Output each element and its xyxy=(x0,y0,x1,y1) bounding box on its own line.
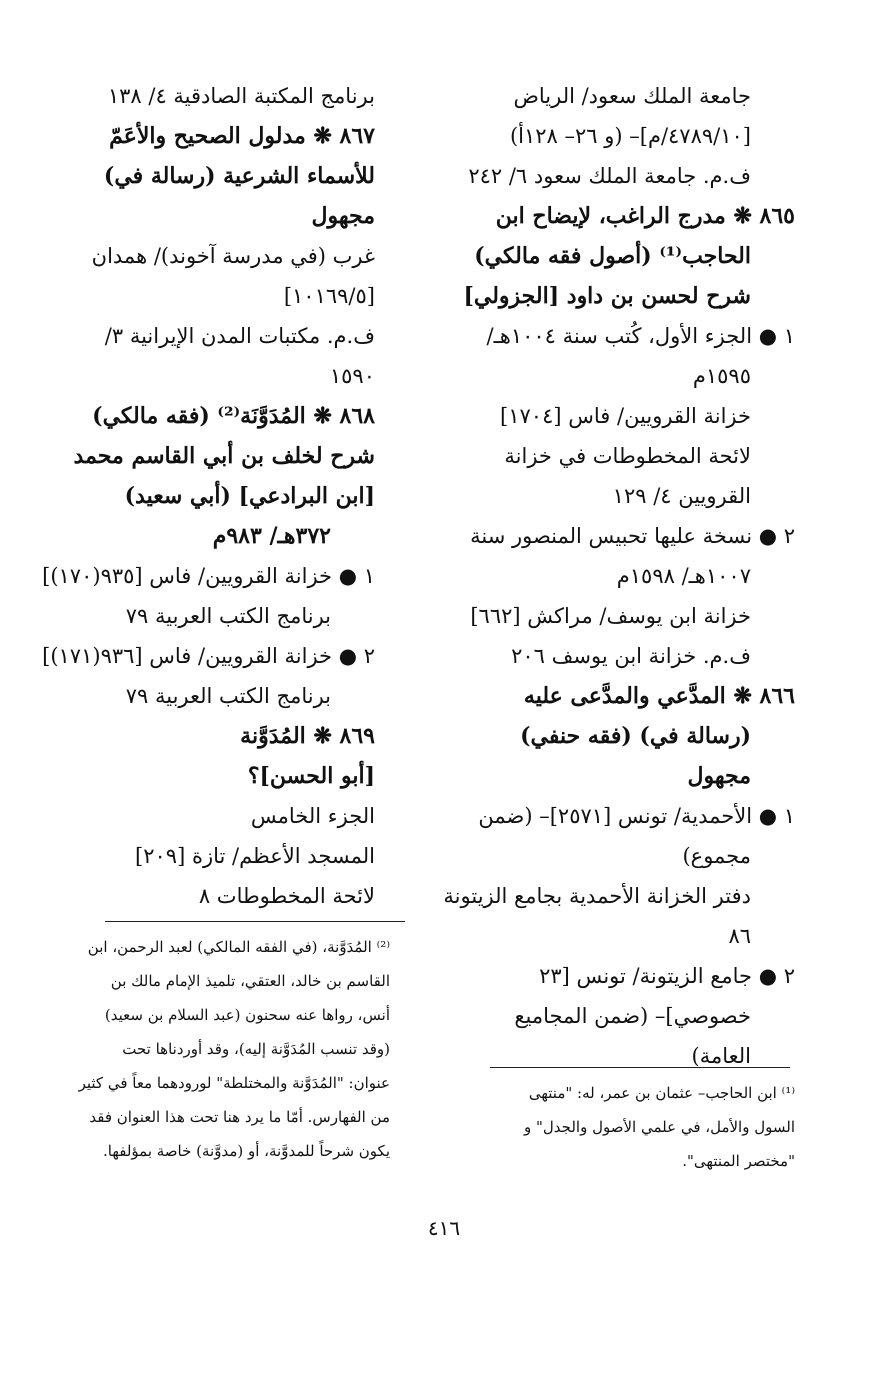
footnote-rule-left xyxy=(105,921,405,922)
entry-heading: ٨٦٧ ❋ مدلول الصحيح والأعَمّ xyxy=(109,123,375,149)
footnote-line: ⁽²⁾ المُدَوَّنة، (في الفقه المالكي) لعبد الرحمن، ابن xyxy=(87,938,390,956)
footnote-line: من الفهارس. أمّا ما يرد هنا تحت هذا العنوان فقد xyxy=(89,1108,390,1126)
footnote-line: القاسم بن خالد، العتقي، تلميذ الإمام مالك بن xyxy=(110,972,390,990)
copy-item: ١ ● الجزء الأول، كُتب سنة ١٠٠٤هـ/ xyxy=(486,324,795,348)
entry-heading: ٨٦٦ ❋ المدَّعي والمدَّعى عليه xyxy=(523,683,795,709)
entry-date: ٣٧٢هـ/ ٩٨٣م xyxy=(212,523,331,549)
entry-author: مجهول xyxy=(311,203,375,229)
copy-item: ١ ● الأحمدية/ تونس [٢٥٧١]– (ضمن xyxy=(478,804,795,828)
text-line: ٨٦ xyxy=(728,924,751,948)
entry-heading: ٨٦٩ ❋ المُدَوَّنة xyxy=(240,723,375,749)
text-line: ١٠٠٧هـ/ ١٥٩٨م xyxy=(616,564,751,588)
text-line: مجموع) xyxy=(682,844,751,868)
text-line: القرويين ٤/ ١٢٩ xyxy=(612,484,751,508)
right-column xyxy=(443,76,795,1076)
footnote-line: يكون شرحاً للمدوَّنة، أو (مدوَّنة) خاصة بمؤلفها. xyxy=(102,1142,390,1160)
text-line: دفتر الخزانة الأحمدية بجامع الزيتونة xyxy=(443,884,751,908)
footnote-line: السول والأمل، في علمي الأصول والجدل" و xyxy=(523,1118,795,1136)
text-line: [١٠١٦٩/٥] xyxy=(283,284,375,308)
entry-author: شرح لحسن بن داود [الجزولي] xyxy=(463,283,751,309)
text-line: ف.م. خزانة ابن يوسف ٢٠٦ xyxy=(511,644,751,668)
entry-heading: (رسالة في) (فقه حنفي) xyxy=(520,723,751,749)
text-line: جامعة الملك سعود/ الرياض xyxy=(513,84,751,108)
entry-heading: للأسماء الشرعية (رسالة في) xyxy=(103,163,375,189)
text-line: خزانة ابن يوسف/ مراكش [٦٦٢] xyxy=(470,604,751,628)
footnote-line: ⁽¹⁾ ابن الحاجب– عثمان بن عمر، له: "منتهى xyxy=(528,1084,795,1102)
entry-heading: ٨٦٨ ❋ المُدَوَّنَة⁽²⁾ (فقه مالكي) xyxy=(92,403,375,429)
text-line: ف.م. مكتبات المدن الإيرانية ٣/ xyxy=(104,324,375,348)
text-line: برنامج الكتب العربية ٧٩ xyxy=(125,684,331,708)
text-line: ف.م. جامعة الملك سعود ٦/ ٢٤٢ xyxy=(468,164,751,188)
page-number: ٤١٦ xyxy=(427,1216,461,1240)
text-line: خصوصي]– (ضمن المجاميع xyxy=(514,1004,751,1028)
text-line: لائحة المخطوطات في خزانة xyxy=(504,444,751,468)
copy-item: ٢ ● نسخة عليها تحبيس المنصور سنة xyxy=(470,524,795,548)
text-line: برنامج الكتب العربية ٧٩ xyxy=(125,604,331,628)
entry-heading: ٨٦٥ ❋ مدرج الراغب، لإيضاح ابن xyxy=(495,203,795,229)
entry-author: [أبو الحسن]؟ xyxy=(247,763,375,789)
footnote-rule-right xyxy=(490,1067,790,1068)
text-line: غرب (في مدرسة آخوند)/ همدان xyxy=(91,244,375,268)
text-line: خزانة القرويين/ فاس [١٧٠٤] xyxy=(500,404,751,428)
text-line: برنامج المكتبة الصادقية ٤/ ١٣٨ xyxy=(107,84,375,108)
text-line: العامة) xyxy=(691,1044,751,1068)
copy-item: ١ ● خزانة القرويين/ فاس [٩٣٥(١٧٠)] xyxy=(42,564,375,588)
entry-heading: الحاجب⁽¹⁾ (أصول فقه مالكي) xyxy=(474,243,751,269)
text-line: ١٥٩٠ xyxy=(329,364,375,388)
text-line: لائحة المخطوطات ٨ xyxy=(198,884,375,908)
entry-author: مجهول xyxy=(687,763,751,789)
footnote-left xyxy=(60,930,390,1168)
copy-item: ٢ ● جامع الزيتونة/ تونس [٢٣ xyxy=(539,964,795,988)
footnote-right xyxy=(455,1076,795,1178)
footnote-line: أنس، رواها عنه سحنون (عبد السلام بن سعيد) xyxy=(104,1006,390,1024)
text-line: المسجد الأعظم/ تازة [٢٠٩] xyxy=(135,844,375,868)
left-column xyxy=(42,76,375,916)
footnote-line: (وقد تنسب المُدَوَّنة إليه)، وقد أوردناها تحت xyxy=(122,1040,390,1058)
copy-item: ٢ ● خزانة القرويين/ فاس [٩٣٦(١٧١)] xyxy=(42,644,375,668)
footnote-line: "مختصر المنتهى". xyxy=(682,1152,795,1170)
entry-author: [ابن البرادعي] (أبي سعيد) xyxy=(124,483,375,509)
text-line: الجزء الخامس xyxy=(250,804,375,828)
text-line: [٤٧٨٩/١٠/م]– (و ٢٦– ١٢٨أ) xyxy=(509,124,751,148)
text-line: ١٥٩٥م xyxy=(692,364,751,388)
footnote-line: عنوان: "المُدَوَّنة والمختلطة" لورودهما معاً في كثير xyxy=(78,1074,390,1092)
entry-author: شرح لخلف بن أبي القاسم محمد xyxy=(73,443,375,469)
